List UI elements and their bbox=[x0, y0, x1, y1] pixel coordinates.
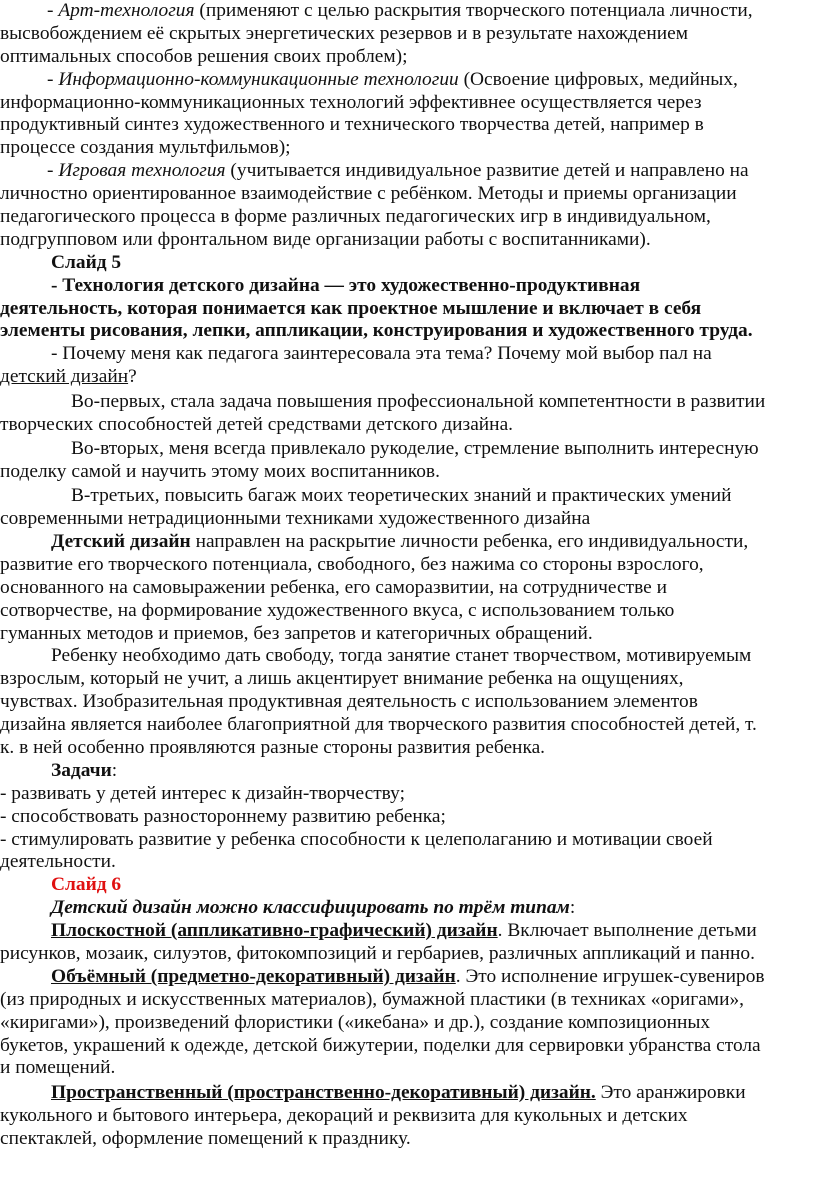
task-3-line-2: деятельности. bbox=[0, 851, 116, 873]
slide-5-heading: Слайд 5 bbox=[51, 251, 122, 273]
ict-line-2: информационно-коммуникационных технологий эффективнее осуществляется через bbox=[0, 91, 702, 113]
design-definition-line-3: элементы рисования, лепки, аппликации, конструирования и художественного труда. bbox=[0, 320, 753, 342]
reason-1-line-2: творческих способностей детей средствами детского дизайна. bbox=[0, 413, 514, 435]
art-technology-line-2: высвобождением её скрытых энергетических резервов и в результате нахождением bbox=[0, 22, 688, 44]
freedom-line-1: Ребенку необходимо дать свободу, тогда занятие станет творчеством, мотивируемым bbox=[51, 645, 752, 667]
ict-line-1 bbox=[0, 69, 812, 92]
reason-1-line-1: Во-первых, стала задача повышения профессиональной компетентности в развитии bbox=[71, 390, 766, 412]
space-design-term: Пространственный (пространственно-декоративный) дизайн. bbox=[51, 1081, 596, 1103]
question-line-2 bbox=[0, 366, 812, 389]
flat-design-term: Плоскостной (аппликативно-графический) дизайн bbox=[51, 920, 498, 942]
space-design-line-1 bbox=[0, 1082, 812, 1105]
volume-design-line-4: букетов, украшений к одежде, детской бижутерии, поделки для сервировки убранства стола bbox=[0, 1034, 761, 1056]
reason-2-line-1: Во-вторых, меня всегда привлекало рукоделие, стремление выполнить интересную bbox=[71, 437, 759, 459]
game-technology-line-3: педагогического процесса в форме различных педагогических игр в индивидуальном, bbox=[0, 206, 711, 228]
question-line-1: - Почему меня как педагога заинтересовала эта тема? Почему мой выбор пал на bbox=[51, 343, 712, 365]
space-design-line-3: спектаклей, оформление помещений к празднику. bbox=[0, 1127, 411, 1149]
design-definition-line-2: деятельность, которая понимается как проектное мышление и включает в себя bbox=[0, 297, 702, 319]
volume-design-line-2: (из природных и искусственных материалов), бумажной пластики (в техниках «оригами», bbox=[0, 988, 744, 1010]
slide-6-heading: Слайд 6 bbox=[51, 874, 122, 896]
freedom-line-4: дизайна является наиболее благоприятной для творческого развития способностей детей, т. bbox=[0, 714, 757, 736]
game-technology-line-4: подгрупповом или фронтальном виде организации работы с воспитанниками). bbox=[0, 228, 651, 250]
flat-design-line-1 bbox=[0, 920, 812, 943]
game-technology-line-1 bbox=[0, 160, 812, 183]
children-design-line-4: сотворчестве, на формирование художественного вкуса, с использованием только bbox=[0, 599, 675, 621]
volume-design-term: Объёмный (предметно-декоративный) дизайн bbox=[51, 965, 456, 987]
colon: : bbox=[111, 759, 118, 781]
task-3-line-1: - стимулировать развитие у ребенка способности к целеполаганию и мотивации своей bbox=[0, 828, 713, 850]
tasks-heading bbox=[0, 760, 812, 783]
classification-line bbox=[0, 897, 812, 920]
game-technology-line-2: личностно ориентированное взаимодействие с ребёнком. Методы и приемы организации bbox=[0, 183, 737, 205]
children-design-line-3: основанного на самовыражении ребенка, его саморазвитии, на сотрудничестве и bbox=[0, 576, 667, 598]
freedom-line-2: взрослым, который не учит, а лишь акцентирует внимание ребенка на ощущениях, bbox=[0, 668, 684, 690]
reason-2-line-2: поделку самой и научить этому моих воспитанников. bbox=[0, 460, 440, 482]
dash: - bbox=[47, 160, 59, 182]
volume-design-line-3: «киригами»), произведений флористики («икебана» и др.), создание композиционных bbox=[0, 1011, 711, 1033]
ict-line-3: продуктивный синтез художественного и технического творчества детей, например в bbox=[0, 114, 704, 136]
volume-design-line-5: и помещений. bbox=[0, 1057, 116, 1079]
design-definition-line-1: - Технология детского дизайна — это художественно-продуктивная bbox=[51, 274, 641, 296]
colon: : bbox=[569, 897, 576, 919]
ict-term: Информационно-коммуникационные технологии bbox=[58, 68, 459, 90]
children-design-line-2: развитие его творческого потенциала, свободного, без нажима со стороны взрослого, bbox=[0, 553, 704, 575]
art-technology-line-3: оптимальных способов решения своих проблем); bbox=[0, 45, 408, 67]
text-run: (Освоение цифровых, медийных, bbox=[458, 68, 738, 90]
text-run: ? bbox=[128, 366, 137, 388]
text-run: . Это исполнение игрушек-сувениров bbox=[455, 965, 765, 987]
task-2: - способствовать разностороннему развитию ребенка; bbox=[0, 805, 446, 827]
flat-design-line-2: рисунков, мозаик, силуэтов, фитокомпозиций и гербариев, различных аппликаций и панно. bbox=[0, 943, 755, 965]
tasks-heading-label: Задачи bbox=[51, 759, 112, 781]
children-design-underlined: детский дизайн bbox=[0, 366, 129, 388]
freedom-line-3: чувствах. Изобразительная продуктивная деятельность с использованием элементов bbox=[0, 691, 698, 713]
children-design-line-5: гуманных методов и приемов, без запретов и категоричных обращений. bbox=[0, 622, 593, 644]
art-technology-line-1 bbox=[0, 0, 812, 23]
text-run: . Включает выполнение детьми bbox=[497, 920, 757, 942]
children-design-term: Детский дизайн bbox=[51, 530, 191, 552]
game-technology-term: Игровая технология bbox=[58, 160, 226, 182]
text-run: направлен на раскрытие личности ребенка, его индивидуальности, bbox=[190, 530, 749, 552]
art-technology-term: Арт-технология bbox=[58, 0, 195, 21]
reason-3-line-1: В-третьих, повысить багаж моих теоретических знаний и практических умений bbox=[71, 485, 732, 507]
children-design-line-1 bbox=[0, 531, 812, 554]
text-run: (учитывается индивидуальное развитие детей и направлено на bbox=[225, 160, 749, 182]
classification-text: Детский дизайн можно классифицировать по трём типам bbox=[51, 897, 570, 919]
reason-3-line-2: современными нетрадиционными техниками художественного дизайна bbox=[0, 508, 591, 530]
dash: - bbox=[47, 0, 59, 21]
dash: - bbox=[47, 68, 59, 90]
space-design-line-2: кукольного и бытового интерьера, декораций и реквизита для кукольных и детских bbox=[0, 1104, 688, 1126]
ict-line-4: процессе создания мультфильмов); bbox=[0, 137, 291, 159]
task-1: - развивать у детей интерес к дизайн-творчеству; bbox=[0, 782, 405, 804]
text-run: Это аранжировки bbox=[595, 1081, 746, 1103]
volume-design-line-1 bbox=[0, 966, 812, 989]
text-run: (применяют с целью раскрытия творческого потенциала личности, bbox=[194, 0, 753, 21]
freedom-line-5: к. в ней особенно проявляются разные стороны развития ребенка. bbox=[0, 737, 546, 758]
